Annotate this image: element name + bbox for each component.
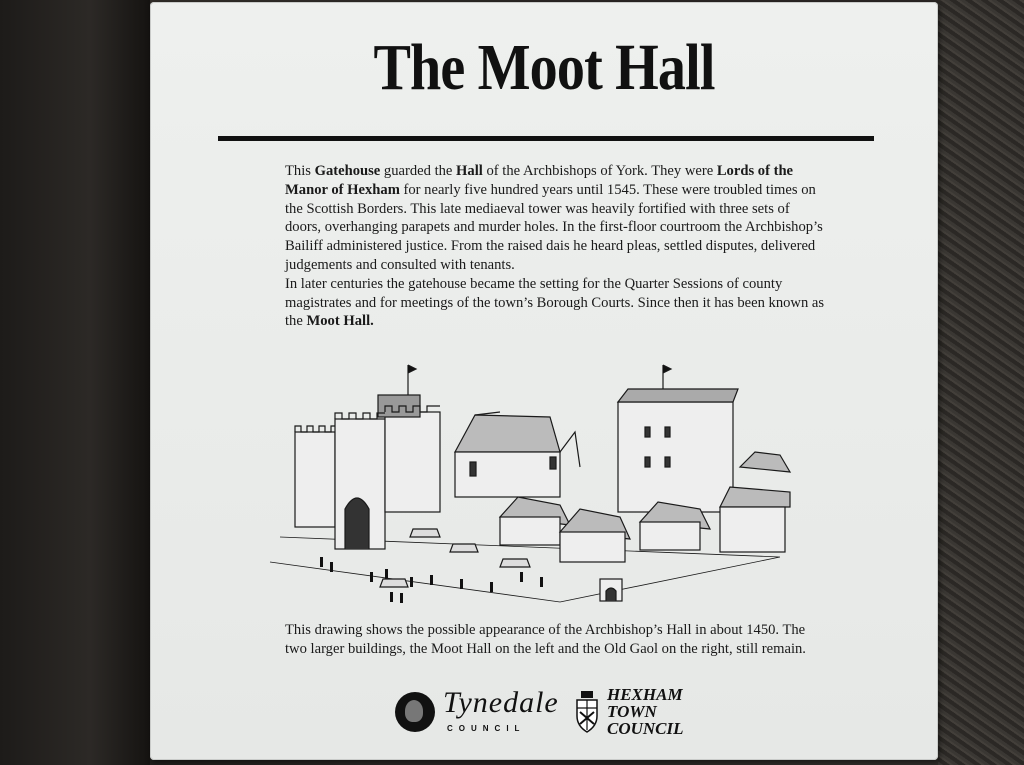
text-run: guarded the <box>380 163 457 179</box>
bold-phrase: Hall <box>456 163 483 179</box>
description-paragraph-2 <box>285 275 825 331</box>
council-logos <box>395 684 725 744</box>
bold-phrase: Lords of the Manor of Hexham <box>285 163 794 198</box>
description-paragraph-1 <box>285 162 825 275</box>
historical-drawing <box>260 357 800 612</box>
stone-wall-left <box>0 0 150 765</box>
information-plaque <box>150 2 938 760</box>
tynedale-seal-icon <box>395 692 435 732</box>
hexham-shield-icon <box>573 690 601 734</box>
text-run: of the Archbishops of York. They were <box>482 163 717 179</box>
drawing-caption: This drawing shows the possible appearance of the Archbishop’s Hall in about 1450. The two larger buildings, the Moot Hall on the left and the Old Gaol on the right, still remain. <box>285 622 806 657</box>
tynedale-name: Tynedale <box>443 686 559 719</box>
title-divider <box>218 136 874 141</box>
moot-hall-tower <box>295 365 440 549</box>
archbishops-hall <box>455 412 580 497</box>
bold-phrase: Gatehouse <box>314 163 381 179</box>
old-gaol-tower <box>618 365 738 512</box>
stone-wall-right <box>938 0 1024 765</box>
text-run: This <box>285 163 315 179</box>
description <box>285 162 825 331</box>
bold-phrase: Moot Hall. <box>306 313 374 330</box>
plaque-title: The Moot Hall <box>373 31 715 104</box>
text-run: In later centuries the gatehouse became the setting for the Quarter Sessions of county magistrates and for meetings of the town’s Borough Courts. Since then it has been known as the <box>285 275 825 330</box>
hexham-town-council-text: HEXHAM TOWN COUNCIL <box>607 685 684 738</box>
tynedale-council-label: COUNCIL <box>447 724 526 733</box>
text-run: for nearly five hundred years until 1545. These were troubled times on the Scottish Borders. This late mediaeval tower was heavily fortified with three sets of doors, overhanging parapets and murder holes. In the first-floor courtroom the Archbishop’s Bailiff administered justice. From the raised dais he heard pleas, settled disputes, delivered judgements and consulted with tenants. <box>285 181 823 273</box>
